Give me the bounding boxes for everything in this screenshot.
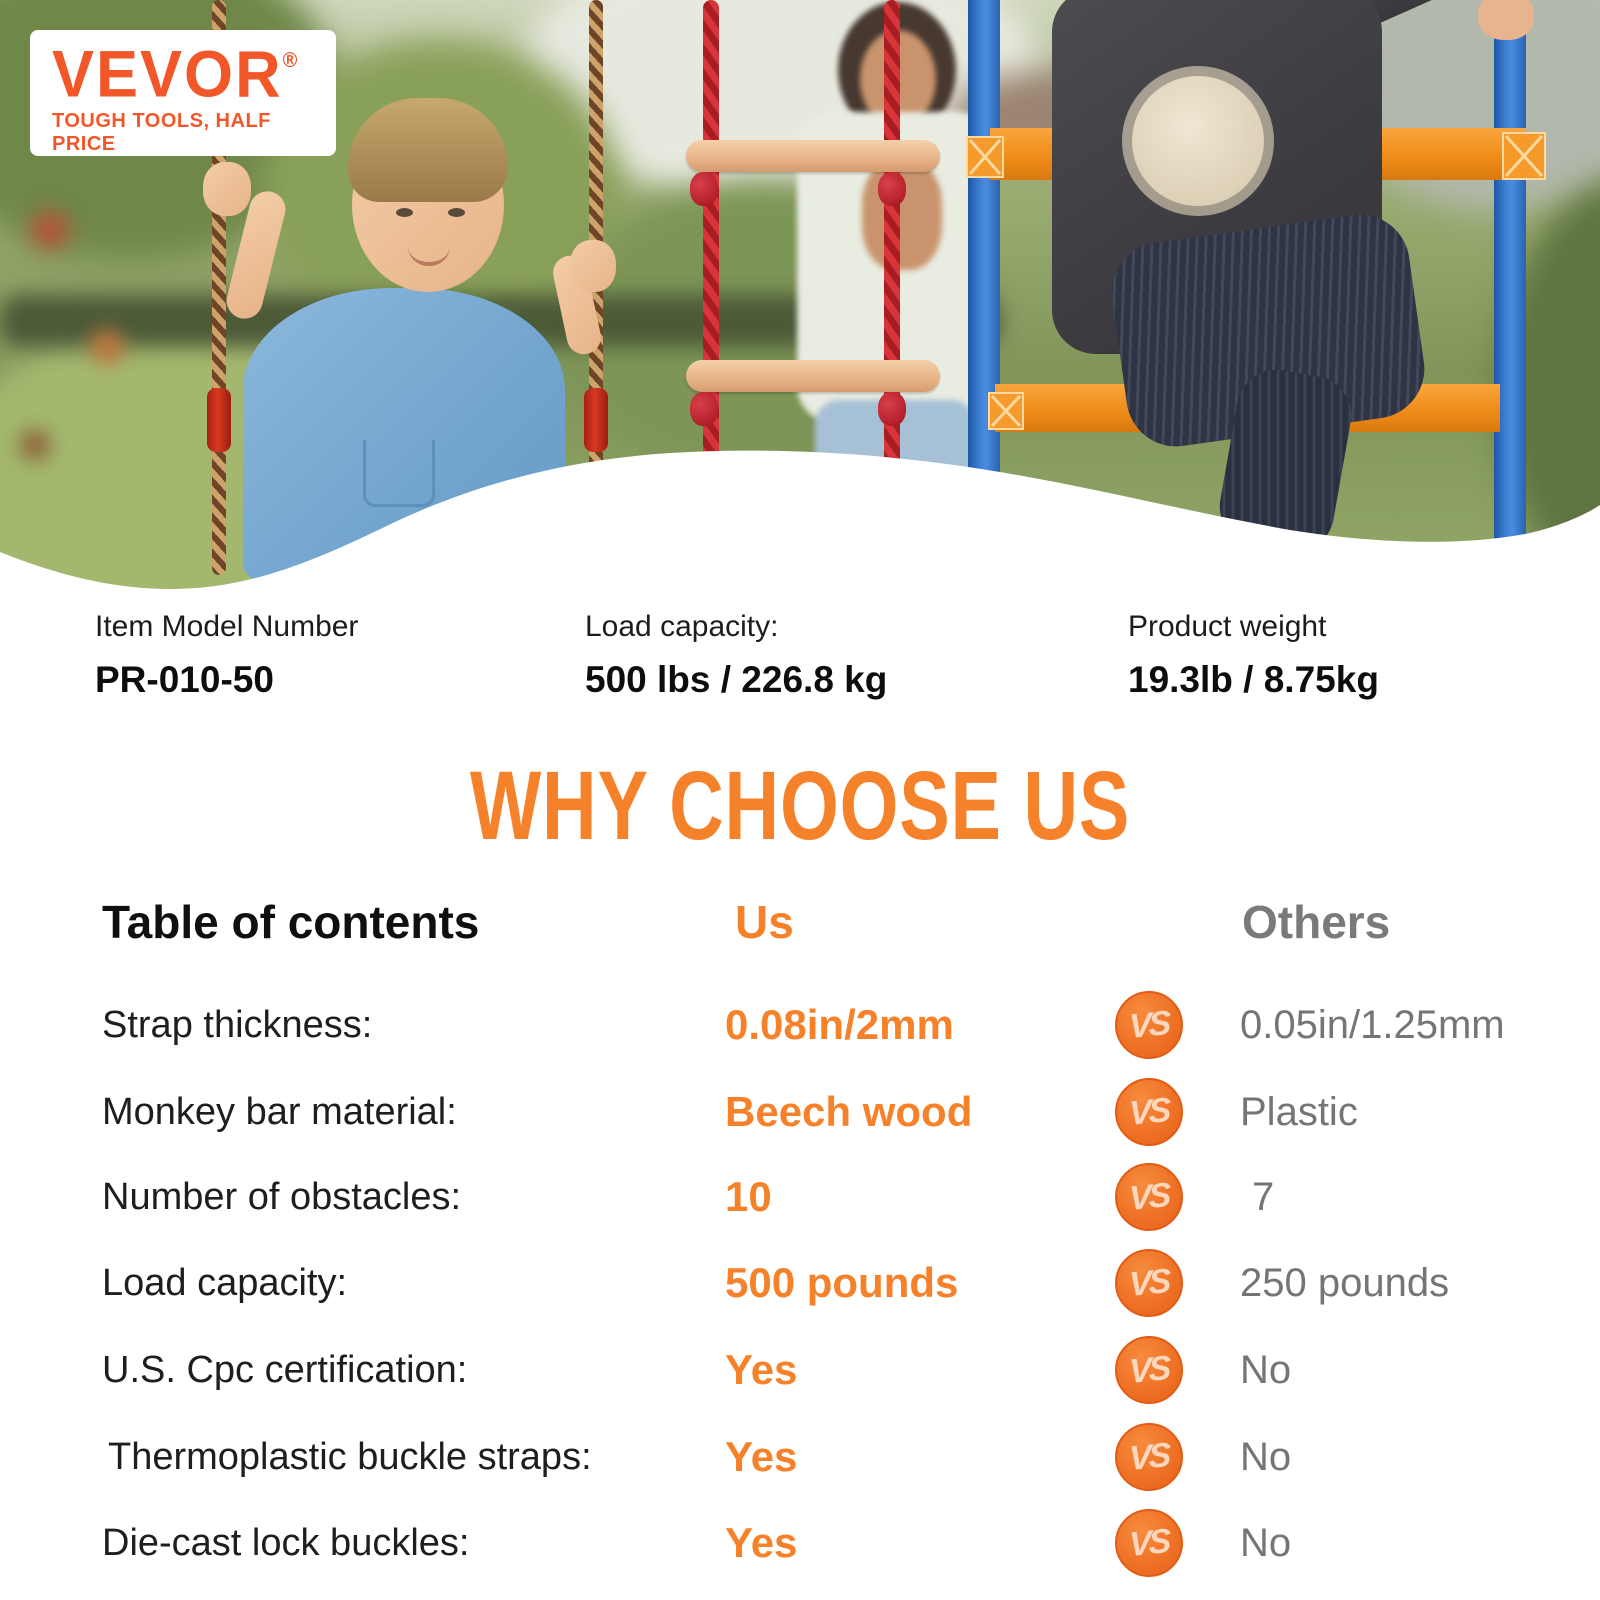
row-feature: Thermoplastic buckle straps:: [108, 1436, 592, 1478]
row-feature: Die-cast lock buckles:: [102, 1522, 470, 1564]
row-us-value: 10: [725, 1173, 772, 1220]
row-us-value: Yes: [725, 1519, 798, 1566]
header-others: Others: [1242, 896, 1391, 948]
row-us-value: 0.08in/2mm: [725, 1001, 954, 1048]
row-us-value: 500 pounds: [725, 1259, 959, 1306]
row-us-value: Yes: [725, 1433, 798, 1480]
row-us-value: Beech wood: [725, 1088, 973, 1135]
spec-label: Item Model Number: [95, 610, 359, 643]
row-others-value: No: [1240, 1435, 1292, 1479]
vs-badge-label: VS: [1128, 1175, 1170, 1218]
table-row: [0, 1253, 1600, 1313]
brand-logo-card: [30, 30, 336, 156]
vs-badge-label: VS: [1128, 1521, 1170, 1564]
vs-badge-icon: [1115, 1509, 1183, 1577]
spec-label: Product weight: [1128, 610, 1327, 643]
table-row: [0, 995, 1600, 1055]
vs-badge-label: VS: [1128, 1261, 1170, 1304]
vs-badge-label: VS: [1128, 1348, 1170, 1391]
header-feature: Table of contents: [102, 896, 480, 948]
table-row: [0, 1513, 1600, 1573]
vs-badge-icon: [1115, 1423, 1183, 1491]
spec-product-weight: [1128, 608, 1379, 704]
vs-badge-icon: [1115, 991, 1183, 1059]
table-row: [0, 1427, 1600, 1487]
registered-mark: ®: [282, 48, 298, 72]
brand-logo: VEVOR®: [52, 37, 298, 111]
row-feature: Monkey bar material:: [102, 1091, 457, 1133]
hero-photo: [0, 0, 1600, 600]
spec-value: 500 lbs / 226.8 kg: [585, 659, 888, 700]
vs-badge-icon: [1115, 1336, 1183, 1404]
vs-badge-icon: [1115, 1163, 1183, 1231]
table-row: [0, 1340, 1600, 1400]
row-others-value: No: [1240, 1348, 1292, 1392]
vs-badge-icon: [1115, 1249, 1183, 1317]
table-header-row: [0, 892, 1600, 952]
table-row: [0, 1082, 1600, 1142]
section-title: WHY CHOOSE US: [469, 751, 1131, 860]
row-others-value: 7: [1252, 1175, 1275, 1219]
spec-value: 19.3lb / 8.75kg: [1128, 659, 1379, 700]
row-others-value: Plastic: [1240, 1090, 1358, 1134]
vs-badge-icon: [1115, 1078, 1183, 1146]
row-others-value: 250 pounds: [1240, 1261, 1450, 1305]
header-us: Us: [735, 896, 794, 948]
vs-badge-label: VS: [1128, 1003, 1170, 1046]
row-feature: U.S. Cpc certification:: [102, 1349, 468, 1391]
row-us-value: Yes: [725, 1346, 798, 1393]
brand-tagline: TOUGH TOOLS, HALF PRICE: [52, 109, 271, 155]
vs-badge-label: VS: [1128, 1435, 1170, 1478]
row-others-value: No: [1240, 1521, 1292, 1565]
spec-model-number: [95, 608, 358, 704]
spec-load-capacity: [585, 608, 887, 704]
spec-value: PR-010-50: [95, 659, 274, 700]
row-feature: Number of obstacles:: [102, 1176, 462, 1218]
row-others-value: 0.05in/1.25mm: [1240, 1003, 1505, 1047]
row-feature: Strap thickness:: [102, 1004, 373, 1046]
row-feature: Load capacity:: [102, 1262, 348, 1304]
table-row: [0, 1167, 1600, 1227]
vs-badge-label: VS: [1128, 1090, 1170, 1133]
spec-label: Load capacity:: [585, 610, 779, 643]
